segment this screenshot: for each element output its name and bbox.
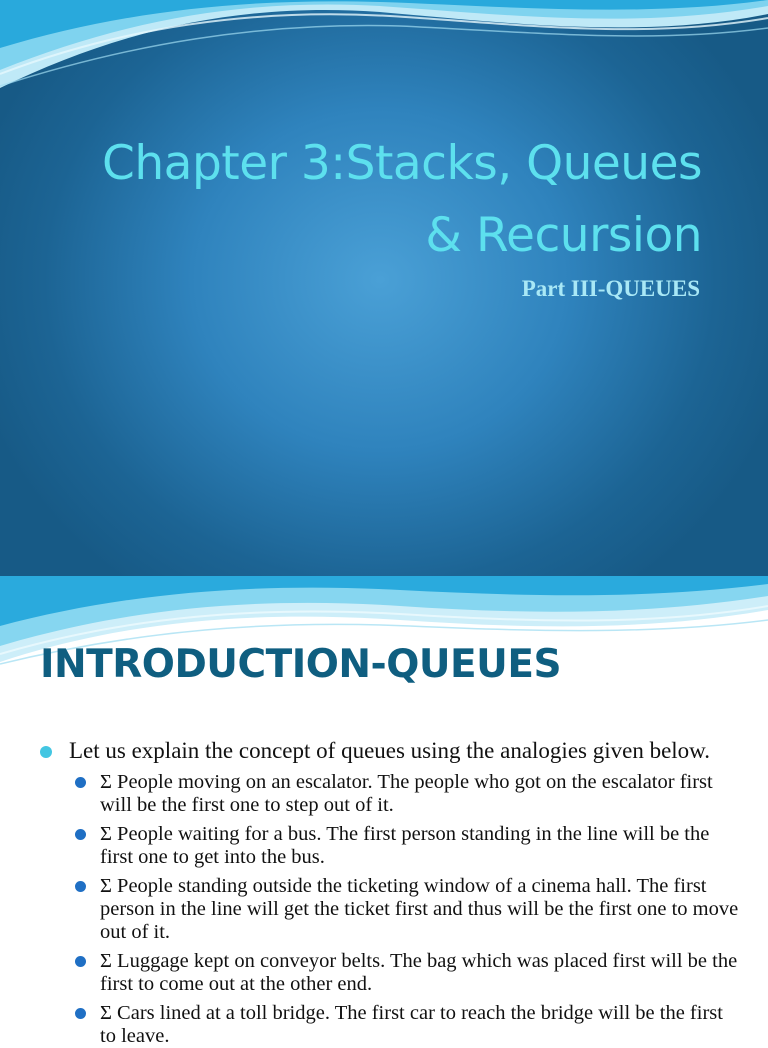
bullet-icon [75,956,86,967]
list-item [75,875,740,944]
list-item-text: Σ People waiting for a bus. The first person standing in the line will be the first one to get into the bus. [100,823,710,868]
slide-heading: INTRODUCTION-QUEUES [40,642,562,687]
slide-title [42,128,702,272]
slide-title-line-1: Chapter 3:Stacks, Queues [102,136,702,191]
bullet-icon [75,881,86,892]
list-item-text: Σ Cars lined at a toll bridge. The first car to reach the bridge will be the first to leave. [100,1002,723,1047]
bullet-icon [75,1008,86,1019]
header-wave-decoration [0,0,768,96]
list-item-text: Let us explain the concept of queues using the analogies given below. [69,738,711,763]
bullet-icon [75,829,86,840]
list-item-text: Σ People standing outside the ticketing window of a cinema hall. The first person in the line will get the ticket first and thus will be the first one to move out of it. [100,875,739,943]
list-item [75,823,740,869]
list-item [75,950,740,996]
bullet-icon [75,777,86,788]
list-item-text: Σ People moving on an escalator. The people who got on the escalator first will be the first one to step out of it. [100,771,713,816]
list-item [75,1002,740,1048]
bullet-list [40,738,740,1048]
list-item [40,738,740,763]
slide-title-line-2: & Recursion [425,208,702,263]
list-item [75,771,740,817]
list-item-text: Σ Luggage kept on conveyor belts. The bag which was placed first will be the first to come out at the other end. [100,950,738,995]
bullet-icon [40,746,52,758]
content-slide [0,576,768,1047]
slide-subtitle: Part III-QUEUES [521,276,700,301]
